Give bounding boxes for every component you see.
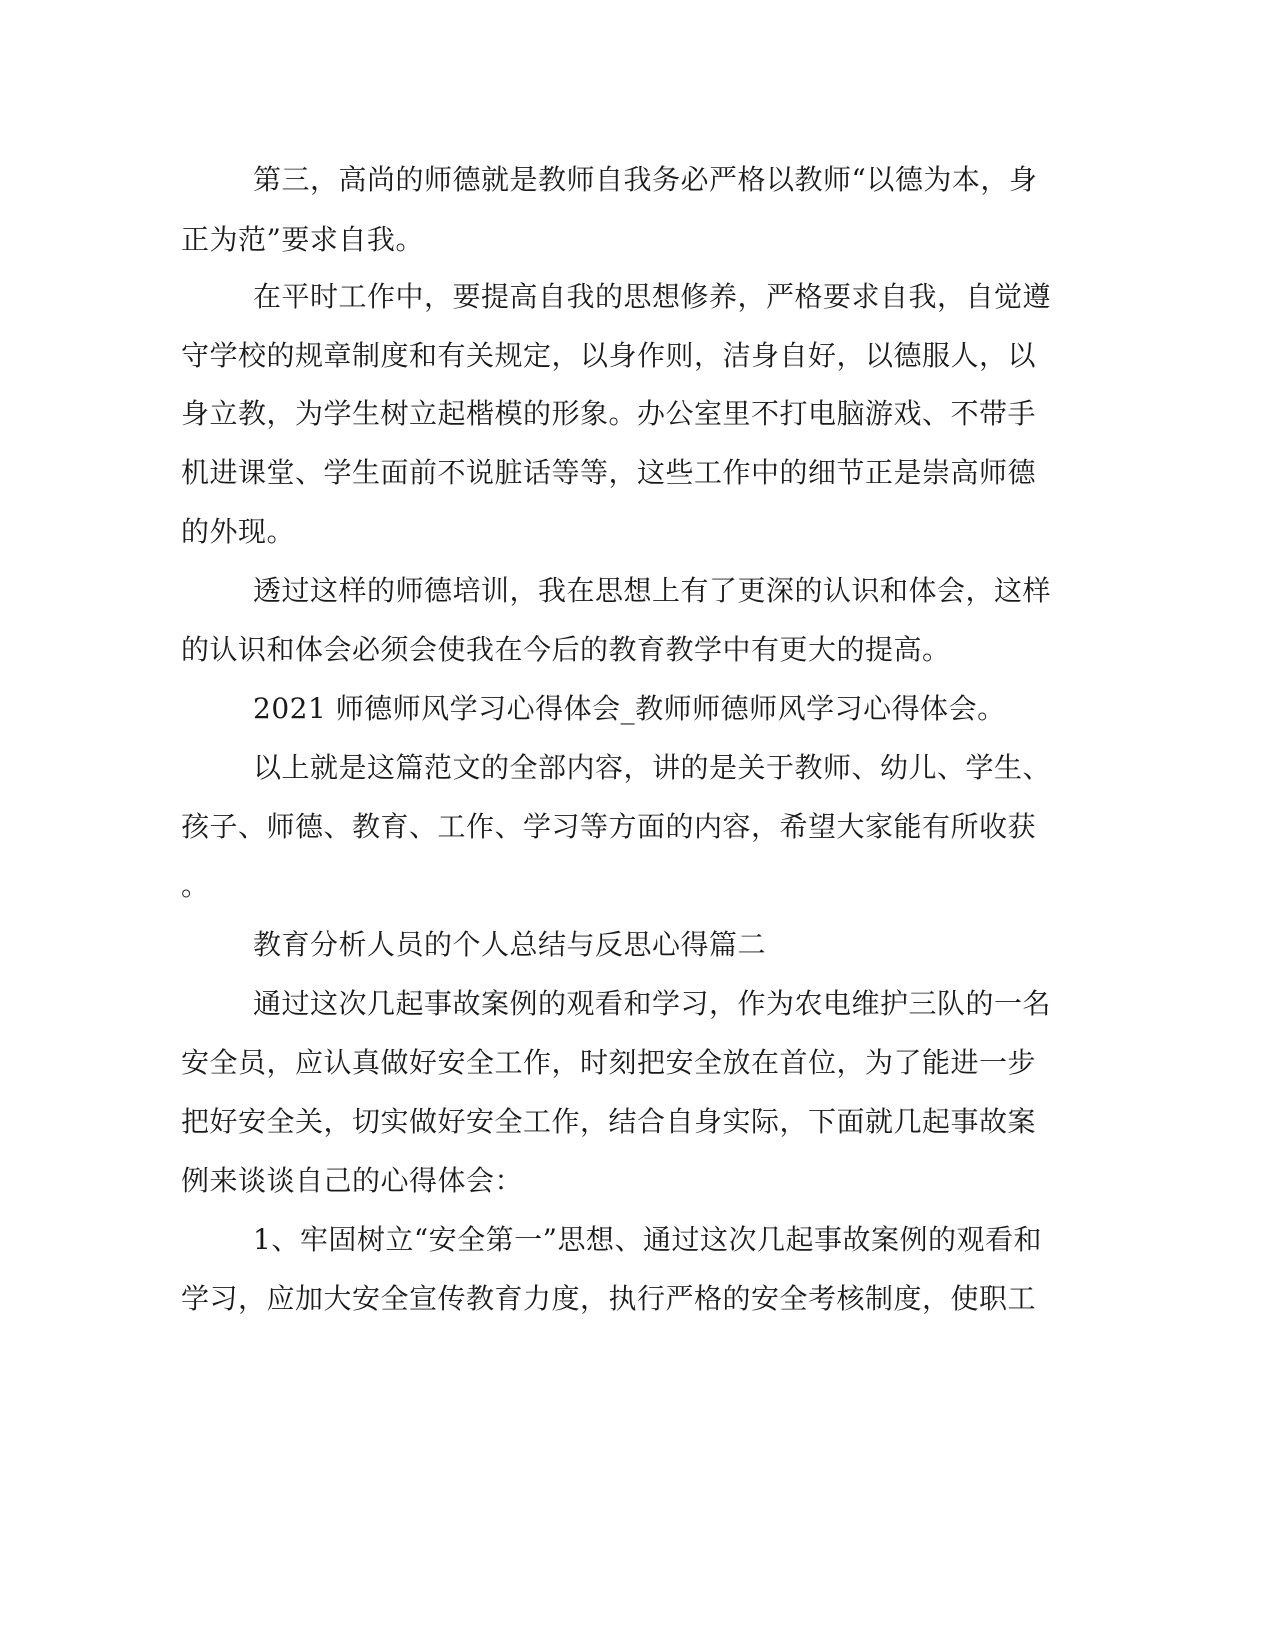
paragraph-line: 正为范”要求自我。: [181, 223, 424, 256]
paragraph-line: 的外现。: [181, 515, 296, 548]
paragraph-line: 把好安全关，切实做好安全工作，结合自身实际，下面就几起事故案: [181, 1105, 1037, 1138]
paragraph-line: 身立教，为学生树立起楷模的形象。办公室里不打电脑游戏、不带手: [181, 397, 1037, 430]
paragraph-line: 学习，应加大安全宣传教育力度，执行严格的安全考核制度，使职工: [181, 1282, 1037, 1315]
paragraph-line: 。: [181, 869, 210, 902]
paragraph-line: 第三，高尚的师德就是教师自我务必严格以教师“以德为本，身: [253, 163, 1038, 196]
paragraph-line: 安全员，应认真做好安全工作，时刻把安全放在首位，为了能进一步: [181, 1046, 1037, 1079]
paragraph-line: 机进课堂、学生面前不说脏话等等，这些工作中的细节正是崇高师德: [181, 456, 1037, 489]
paragraph-line: 透过这样的师德培训，我在思想上有了更深的认识和体会，这样: [253, 574, 1052, 607]
paragraph-line: 孩子、师德、教育、工作、学习等方面的内容，希望大家能有所收获: [181, 810, 1037, 843]
paragraph-line: 1、牢固树立“安全第一”思想、通过这次几起事故案例的观看和: [253, 1223, 1042, 1256]
paragraph-line: 2021 师德师风学习心得体会_教师师德师风学习心得体会。: [253, 692, 1006, 725]
paragraph-line: 的认识和体会必须会使我在今后的教育教学中有更大的提高。: [181, 633, 951, 666]
paragraph-line: 以上就是这篇范文的全部内容，讲的是关于教师、幼儿、学生、: [253, 751, 1052, 784]
paragraph-line: 守学校的规章制度和有关规定，以身作则，洁身自好，以德服人，以: [181, 339, 1037, 372]
section-heading: 教育分析人员的个人总结与反思心得篇二: [253, 928, 767, 961]
paragraph-line: 在平时工作中，要提高自我的思想修养，严格要求自我，自觉遵: [253, 280, 1052, 313]
paragraph-line: 例来谈谈自己的心得体会：: [181, 1164, 524, 1197]
paragraph-line: 通过这次几起事故案例的观看和学习，作为农电维护三队的一名: [253, 987, 1052, 1020]
